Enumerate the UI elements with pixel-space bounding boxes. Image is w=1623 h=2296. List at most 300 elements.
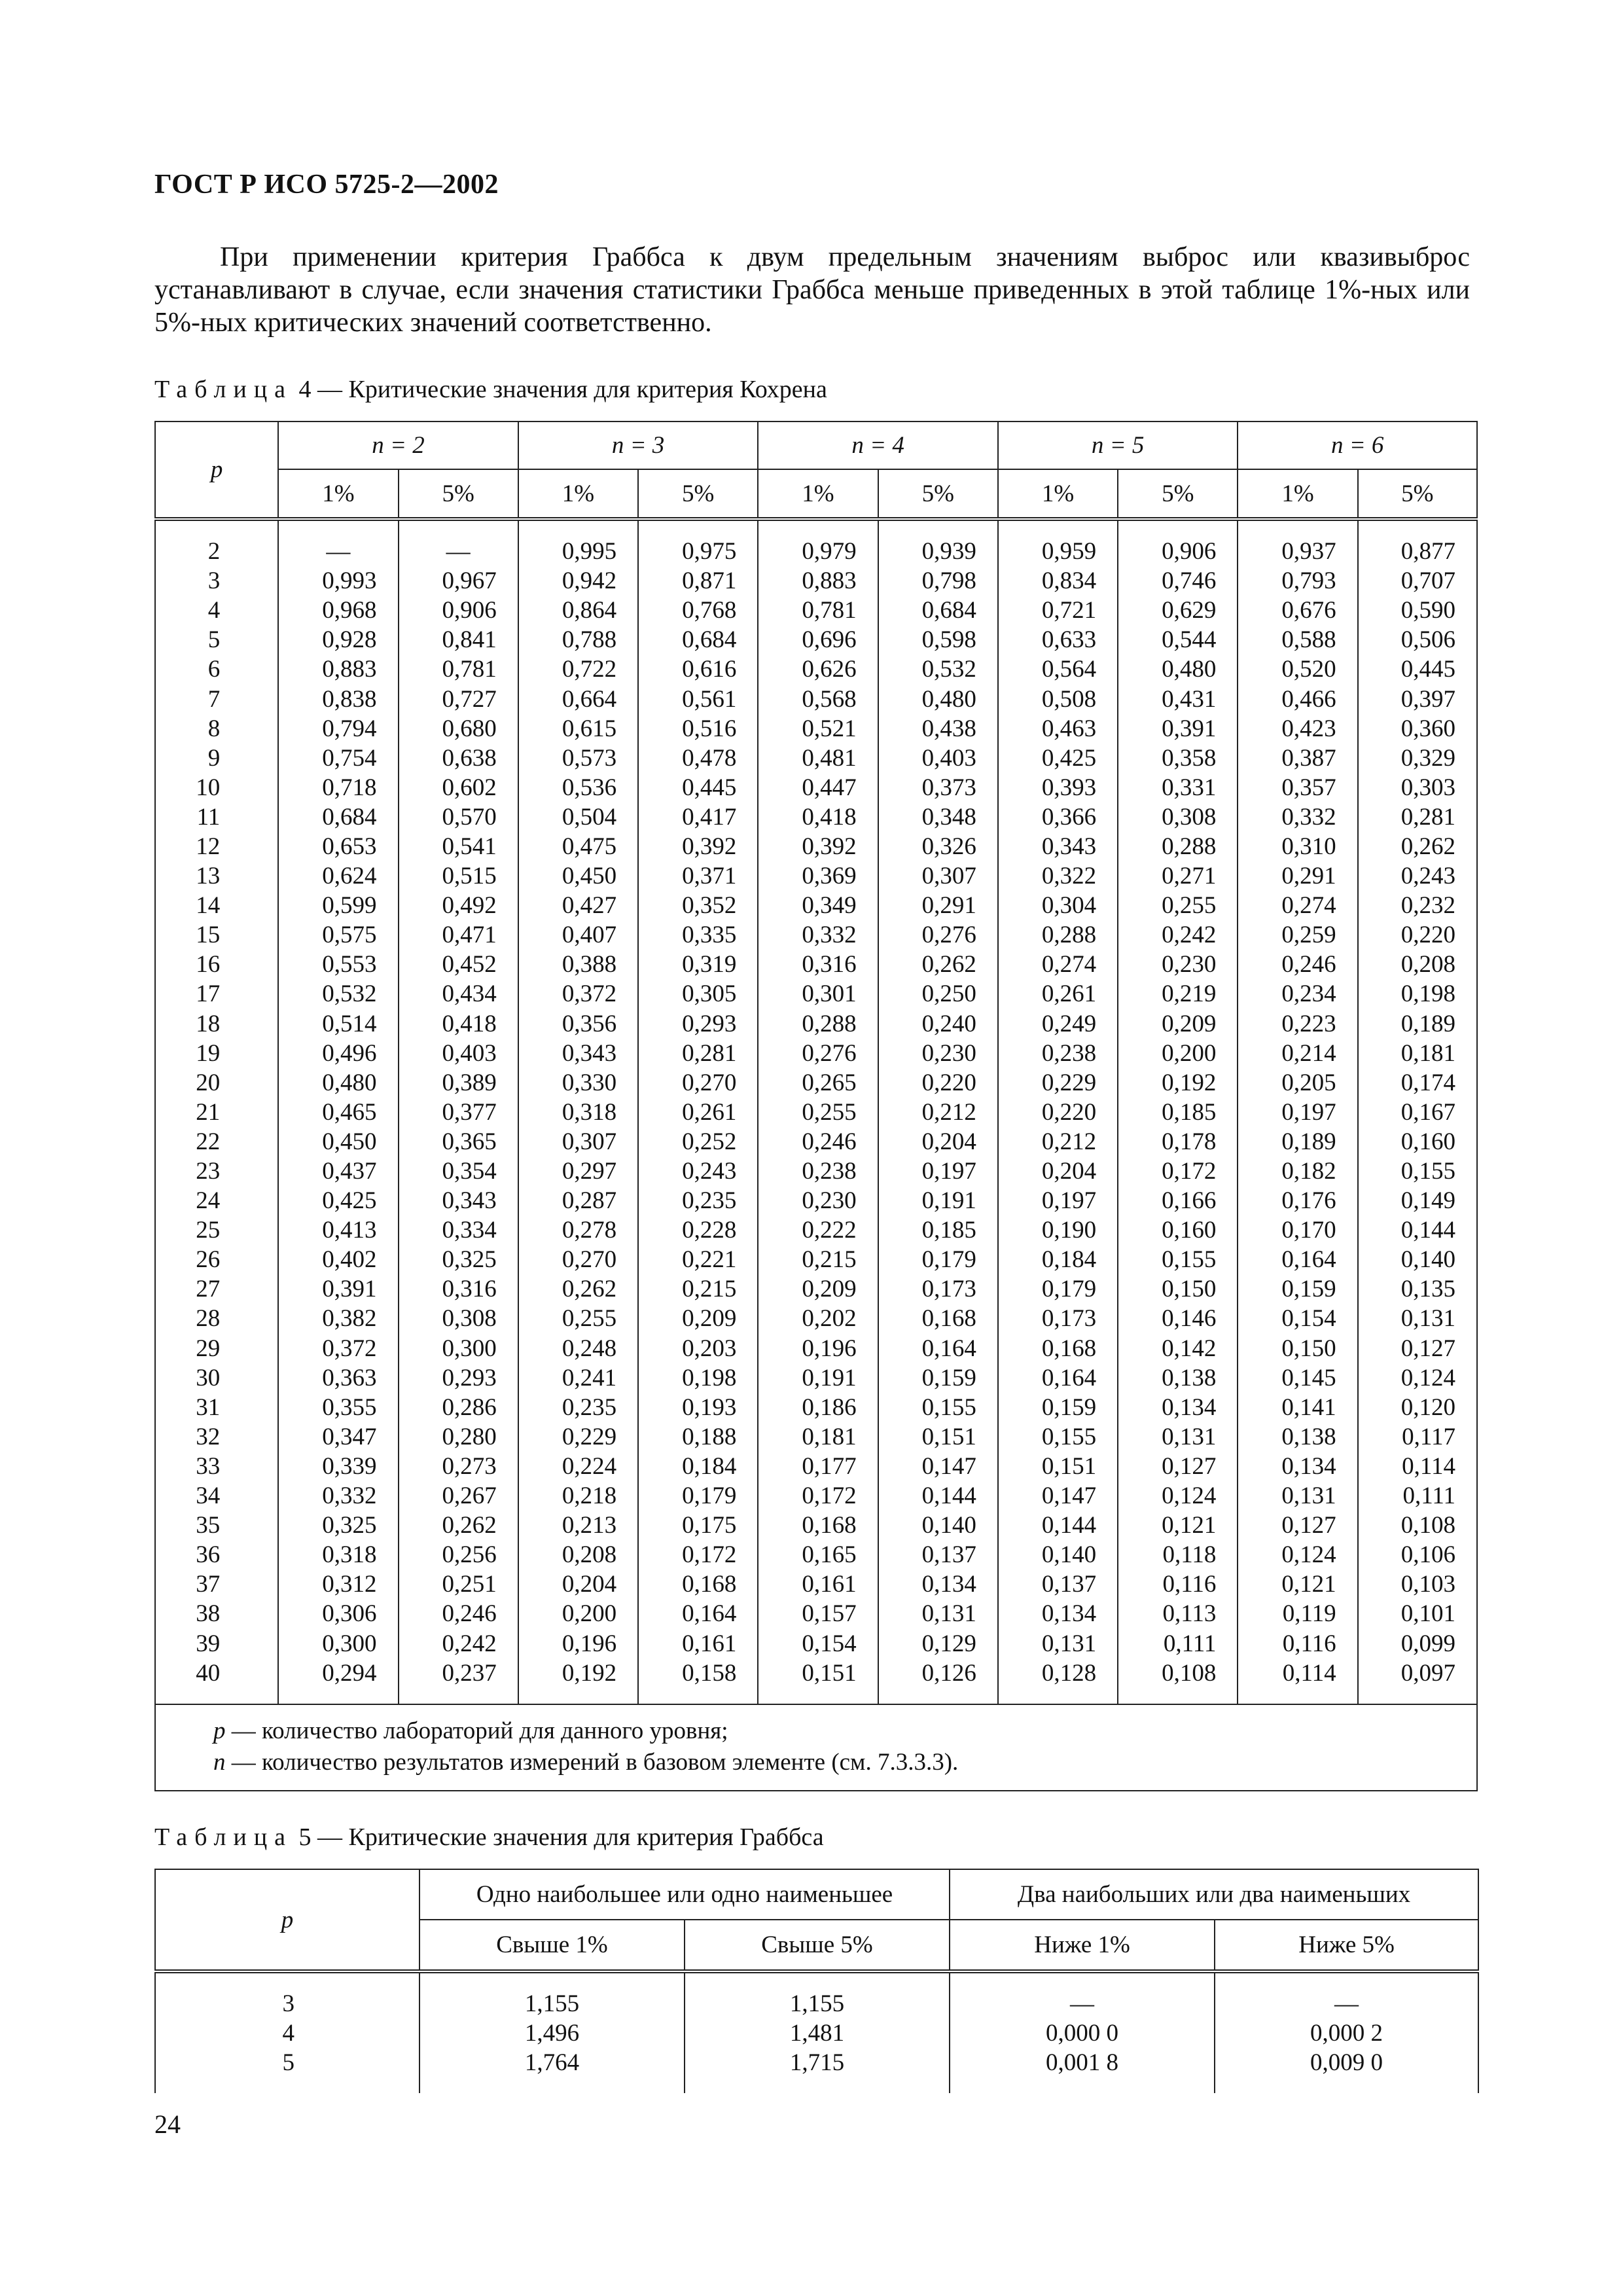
value-cell: 0,208 — [518, 1540, 638, 1570]
value-cell: 0,134 — [1118, 1393, 1238, 1422]
value-cell: 0,541 — [399, 832, 518, 861]
value-cell: 0,794 — [278, 714, 398, 744]
table-row — [155, 891, 1477, 920]
value-cell: 0,000 0 — [950, 2018, 1215, 2048]
value-cell: 1,155 — [419, 1989, 685, 2018]
table-row — [155, 1215, 1477, 1245]
value-cell: 0,168 — [998, 1334, 1118, 1363]
value-cell: 0,144 — [878, 1481, 998, 1511]
value-cell: 0,334 — [399, 1215, 518, 1245]
value-cell: 0,129 — [878, 1628, 998, 1658]
table5-sub-header: Свыше 1% — [419, 1920, 685, 1971]
value-cell: 0,316 — [399, 1274, 518, 1304]
value-cell: 0,215 — [758, 1245, 878, 1274]
table-row — [155, 1393, 1477, 1422]
table-row — [155, 1481, 1477, 1511]
value-cell: 0,197 — [1238, 1098, 1357, 1127]
table-row — [155, 1157, 1477, 1186]
row-p-cell: 25 — [155, 1215, 278, 1245]
value-cell: 0,161 — [758, 1570, 878, 1599]
page-number: 24 — [154, 2109, 181, 2139]
value-cell: 0,437 — [278, 1157, 398, 1186]
value-cell: 0,348 — [878, 802, 998, 832]
value-cell: 0,291 — [1238, 861, 1357, 891]
value-cell: 0,204 — [998, 1157, 1118, 1186]
value-cell: 0,131 — [1118, 1422, 1238, 1452]
value-cell: 0,629 — [1118, 596, 1238, 625]
value-cell: 0,128 — [998, 1659, 1118, 1688]
value-cell: 0,160 — [1118, 1215, 1238, 1245]
value-cell: 0,389 — [399, 1068, 518, 1098]
value-cell: 0,196 — [758, 1334, 878, 1363]
value-cell: 0,626 — [758, 655, 878, 684]
value-cell: 0,114 — [1238, 1659, 1357, 1688]
value-cell: 0,198 — [638, 1363, 758, 1393]
value-cell: 0,653 — [278, 832, 398, 861]
value-cell: 0,329 — [1358, 744, 1477, 773]
table5-caption-word: Таблица — [154, 1823, 293, 1851]
value-cell: 0,252 — [638, 1127, 758, 1157]
value-cell: 0,151 — [878, 1422, 998, 1452]
table-row — [155, 1628, 1477, 1658]
value-cell: 0,164 — [878, 1334, 998, 1363]
value-cell: 0,158 — [638, 1659, 758, 1688]
table4-caption-word: Таблица — [154, 376, 293, 403]
value-cell: 0,325 — [278, 1511, 398, 1540]
value-cell: 0,160 — [1358, 1127, 1477, 1157]
value-cell: 0,144 — [1358, 1215, 1477, 1245]
value-cell: 0,939 — [878, 537, 998, 566]
row-p-cell: 32 — [155, 1422, 278, 1452]
table-row — [155, 2018, 1478, 2048]
value-cell: 0,354 — [399, 1157, 518, 1186]
value-cell: 0,204 — [878, 1127, 998, 1157]
value-cell: 0,117 — [1358, 1422, 1477, 1452]
value-cell: 0,106 — [1358, 1540, 1477, 1570]
value-cell: 0,131 — [998, 1628, 1118, 1658]
table4-pct-header: 5% — [878, 469, 998, 519]
value-cell: 0,228 — [638, 1215, 758, 1245]
value-cell: 0,624 — [278, 861, 398, 891]
value-cell: 0,243 — [638, 1157, 758, 1186]
value-cell: 0,238 — [998, 1039, 1118, 1068]
value-cell: 0,684 — [878, 596, 998, 625]
value-cell: 0,798 — [878, 566, 998, 596]
value-cell: 0,242 — [1118, 920, 1238, 950]
value-cell: 0,108 — [1118, 1659, 1238, 1688]
value-cell: 0,200 — [1118, 1039, 1238, 1068]
value-cell: 0,131 — [878, 1599, 998, 1628]
value-cell: 0,196 — [518, 1628, 638, 1658]
table-row — [155, 2048, 1478, 2077]
row-p-cell: 36 — [155, 1540, 278, 1570]
value-cell: 0,172 — [638, 1540, 758, 1570]
table4-pct-header: 1% — [518, 469, 638, 519]
value-cell: 0,492 — [399, 891, 518, 920]
table-row — [155, 1304, 1477, 1333]
value-cell: 0,308 — [399, 1304, 518, 1333]
value-cell: 0,366 — [998, 802, 1118, 832]
value-cell: 0,168 — [758, 1511, 878, 1540]
value-cell: 1,764 — [419, 2048, 685, 2077]
value-cell: 0,975 — [638, 537, 758, 566]
value-cell: 0,118 — [1118, 1540, 1238, 1570]
value-cell: 0,191 — [758, 1363, 878, 1393]
value-cell: 0,995 — [518, 537, 638, 566]
value-cell: 0,220 — [998, 1098, 1118, 1127]
row-p-cell: 3 — [155, 1989, 419, 2018]
table4-pct-header: 1% — [998, 469, 1118, 519]
value-cell: 0,134 — [878, 1570, 998, 1599]
value-cell: 0,220 — [1358, 920, 1477, 950]
value-cell: 0,159 — [878, 1363, 998, 1393]
value-cell: 0,238 — [758, 1157, 878, 1186]
value-cell: 0,144 — [998, 1511, 1118, 1540]
value-cell: 0,151 — [758, 1659, 878, 1688]
value-cell: 0,331 — [1118, 773, 1238, 802]
value-cell: 0,506 — [1358, 625, 1477, 655]
value-cell: 0,234 — [1238, 979, 1357, 1009]
value-cell: 0,301 — [758, 979, 878, 1009]
value-cell: 0,722 — [518, 655, 638, 684]
table-row — [155, 802, 1477, 832]
row-p-cell: 31 — [155, 1393, 278, 1422]
value-cell: 0,402 — [278, 1245, 398, 1274]
row-p-cell: 40 — [155, 1659, 278, 1688]
value-cell: 0,883 — [278, 655, 398, 684]
value-cell: 0,906 — [1118, 537, 1238, 566]
table-row — [155, 655, 1477, 684]
row-p-cell: 28 — [155, 1304, 278, 1333]
value-cell: 0,445 — [638, 773, 758, 802]
value-cell: 0,140 — [1358, 1245, 1477, 1274]
value-cell: 0,141 — [1238, 1393, 1357, 1422]
row-p-cell: 3 — [155, 566, 278, 596]
value-cell: 0,293 — [638, 1009, 758, 1039]
value-cell: 0,564 — [998, 655, 1118, 684]
value-cell: 0,140 — [878, 1511, 998, 1540]
value-cell: 0,255 — [758, 1098, 878, 1127]
row-p-cell: 38 — [155, 1599, 278, 1628]
value-cell: 0,154 — [1238, 1304, 1357, 1333]
value-cell: 0,425 — [278, 1186, 398, 1215]
value-cell: 0,871 — [638, 566, 758, 596]
value-cell: 0,103 — [1358, 1570, 1477, 1599]
value-cell: 0,120 — [1358, 1393, 1477, 1422]
value-cell: 0,452 — [399, 950, 518, 979]
value-cell: 0,116 — [1118, 1570, 1238, 1599]
row-p-cell: 27 — [155, 1274, 278, 1304]
value-cell: 0,181 — [758, 1422, 878, 1452]
table-row — [155, 950, 1477, 979]
row-p-cell: 11 — [155, 802, 278, 832]
value-cell: 0,877 — [1358, 537, 1477, 566]
value-cell: 0,149 — [1358, 1186, 1477, 1215]
table5-sub-header: Свыше 5% — [685, 1920, 950, 1971]
value-cell: 0,155 — [1118, 1245, 1238, 1274]
value-cell: 0,155 — [1358, 1157, 1477, 1186]
row-p-cell: 5 — [155, 2048, 419, 2077]
grubbs-table — [154, 1869, 1479, 2093]
value-cell: 0,573 — [518, 744, 638, 773]
value-cell: 0,186 — [758, 1393, 878, 1422]
row-p-cell: 35 — [155, 1511, 278, 1540]
table-row — [155, 1511, 1477, 1540]
value-cell: 0,221 — [638, 1245, 758, 1274]
value-cell: 0,114 — [1358, 1452, 1477, 1481]
value-cell: 0,164 — [1238, 1245, 1357, 1274]
value-cell: 0,179 — [638, 1481, 758, 1511]
value-cell: 0,355 — [278, 1393, 398, 1422]
value-cell: 0,164 — [998, 1363, 1118, 1393]
value-cell: 0,126 — [878, 1659, 998, 1688]
value-cell: 0,255 — [518, 1304, 638, 1333]
value-cell: 0,185 — [878, 1215, 998, 1245]
value-cell: 0,325 — [399, 1245, 518, 1274]
value-cell: 0,189 — [1358, 1009, 1477, 1039]
value-cell: 0,306 — [278, 1599, 398, 1628]
value-cell: 0,427 — [518, 891, 638, 920]
value-cell: 0,270 — [638, 1068, 758, 1098]
value-cell: 0,864 — [518, 596, 638, 625]
value-cell: 0,124 — [1358, 1363, 1477, 1393]
table5-sub-header: Ниже 5% — [1215, 1920, 1478, 1971]
value-cell: 0,369 — [758, 861, 878, 891]
value-cell: 0,387 — [1238, 744, 1357, 773]
value-cell: 0,212 — [878, 1098, 998, 1127]
document-header: ГОСТ Р ИСО 5725-2—2002 — [154, 170, 499, 200]
value-cell: 0,150 — [1238, 1334, 1357, 1363]
row-p-cell: 26 — [155, 1245, 278, 1274]
row-p-cell: 8 — [155, 714, 278, 744]
value-cell: 0,305 — [638, 979, 758, 1009]
value-cell: 0,326 — [878, 832, 998, 861]
value-cell: 0,684 — [638, 625, 758, 655]
value-cell: 0,164 — [638, 1599, 758, 1628]
value-cell: 0,516 — [638, 714, 758, 744]
value-cell: 0,532 — [878, 655, 998, 684]
intro-paragraph: При применении критерия Граббса к двум предельным значениям выброс или квазивыброс устанавливают в случае, если значения статистики Граббса меньше приведенных в этой таблице 1%-ных или 5%-ных критических значений соответственно. — [154, 242, 1470, 338]
value-cell: 0,838 — [278, 684, 398, 713]
value-cell: 0,262 — [1358, 832, 1477, 861]
table-row — [155, 1989, 1478, 2018]
row-p-cell: 34 — [155, 1481, 278, 1511]
value-cell: 0,173 — [998, 1304, 1118, 1333]
value-cell: 0,450 — [278, 1127, 398, 1157]
row-p-cell: 37 — [155, 1570, 278, 1599]
value-cell: 0,288 — [1118, 832, 1238, 861]
value-cell: 0,382 — [278, 1304, 398, 1333]
value-cell: 0,121 — [1238, 1570, 1357, 1599]
table-row — [155, 979, 1477, 1009]
row-p-cell: 23 — [155, 1157, 278, 1186]
table-row — [155, 773, 1477, 802]
value-cell: 0,423 — [1238, 714, 1357, 744]
table-row — [155, 861, 1477, 891]
value-cell: 0,707 — [1358, 566, 1477, 596]
table5-group-header: Два наибольших или два наименьших — [950, 1869, 1478, 1920]
value-cell: 0,142 — [1118, 1334, 1238, 1363]
value-cell: 0,229 — [518, 1422, 638, 1452]
value-cell: 0,363 — [278, 1363, 398, 1393]
value-cell: 0,127 — [1118, 1452, 1238, 1481]
value-cell: — — [399, 537, 518, 566]
value-cell: 0,343 — [399, 1186, 518, 1215]
value-cell: 0,568 — [758, 684, 878, 713]
row-p-cell: 30 — [155, 1363, 278, 1393]
value-cell: 0,293 — [399, 1363, 518, 1393]
value-cell: 0,515 — [399, 861, 518, 891]
value-cell: 0,450 — [518, 861, 638, 891]
table5-sub-header: Ниже 1% — [950, 1920, 1215, 1971]
row-p-cell: 9 — [155, 744, 278, 773]
value-cell: 0,246 — [399, 1599, 518, 1628]
value-cell: 0,137 — [878, 1540, 998, 1570]
value-cell: 0,230 — [878, 1039, 998, 1068]
table4-pct-header: 5% — [1358, 469, 1477, 519]
row-p-cell: 10 — [155, 773, 278, 802]
value-cell: 0,466 — [1238, 684, 1357, 713]
table-row — [155, 1098, 1477, 1127]
value-cell: 0,262 — [878, 950, 998, 979]
value-cell: 0,418 — [399, 1009, 518, 1039]
value-cell: 0,230 — [1118, 950, 1238, 979]
value-cell: 0,173 — [878, 1274, 998, 1304]
value-cell: 0,664 — [518, 684, 638, 713]
value-cell: 0,434 — [399, 979, 518, 1009]
value-cell: 0,190 — [998, 1215, 1118, 1245]
table4-notes — [155, 1704, 1477, 1791]
value-cell: 0,265 — [758, 1068, 878, 1098]
value-cell: 0,119 — [1238, 1599, 1357, 1628]
table4-pct-header: 1% — [278, 469, 398, 519]
table-row — [155, 1068, 1477, 1098]
value-cell: 0,116 — [1238, 1628, 1357, 1658]
value-cell: 0,471 — [399, 920, 518, 950]
value-cell: 0,099 — [1358, 1628, 1477, 1658]
value-cell: 0,157 — [758, 1599, 878, 1628]
value-cell: 0,788 — [518, 625, 638, 655]
value-cell: 0,684 — [278, 802, 398, 832]
value-cell: 1,715 — [685, 2048, 950, 2077]
table4-n-header: n = 5 — [998, 422, 1238, 469]
value-cell: 0,155 — [998, 1422, 1118, 1452]
value-cell: 0,135 — [1358, 1274, 1477, 1304]
table-row — [155, 1186, 1477, 1215]
value-cell: 0,536 — [518, 773, 638, 802]
value-cell: 0,349 — [758, 891, 878, 920]
value-cell: 0,179 — [998, 1274, 1118, 1304]
value-cell: 0,246 — [1238, 950, 1357, 979]
table-row — [155, 1599, 1477, 1628]
value-cell: 0,223 — [1238, 1009, 1357, 1039]
value-cell: 0,413 — [278, 1215, 398, 1245]
value-cell: 0,754 — [278, 744, 398, 773]
value-cell: 0,131 — [1238, 1481, 1357, 1511]
value-cell: 0,273 — [399, 1452, 518, 1481]
value-cell: 0,127 — [1358, 1334, 1477, 1363]
value-cell: 0,203 — [638, 1334, 758, 1363]
row-p-cell: 22 — [155, 1127, 278, 1157]
table-row — [155, 1127, 1477, 1157]
value-cell: 0,242 — [399, 1628, 518, 1658]
value-cell: 0,161 — [638, 1628, 758, 1658]
value-cell: 0,138 — [1238, 1422, 1357, 1452]
value-cell: 0,291 — [878, 891, 998, 920]
row-p-cell: 19 — [155, 1039, 278, 1068]
value-cell: 0,403 — [399, 1039, 518, 1068]
row-p-cell: 14 — [155, 891, 278, 920]
value-cell: 0,204 — [518, 1570, 638, 1599]
value-cell: 0,392 — [638, 832, 758, 861]
value-cell: 0,138 — [1118, 1363, 1238, 1393]
value-cell: 0,121 — [1118, 1511, 1238, 1540]
value-cell: 0,108 — [1358, 1511, 1477, 1540]
value-cell: 0,191 — [878, 1186, 998, 1215]
value-cell: 0,906 — [399, 596, 518, 625]
value-cell: 0,172 — [1118, 1157, 1238, 1186]
value-cell: 0,357 — [1238, 773, 1357, 802]
value-cell: 0,365 — [399, 1127, 518, 1157]
value-cell: 0,544 — [1118, 625, 1238, 655]
table4-n-header: n = 3 — [518, 422, 758, 469]
value-cell: 0,318 — [278, 1540, 398, 1570]
table-row — [155, 1245, 1477, 1274]
value-cell: 0,197 — [998, 1186, 1118, 1215]
value-cell: 0,155 — [878, 1393, 998, 1422]
value-cell: 0,768 — [638, 596, 758, 625]
value-cell: 0,177 — [758, 1452, 878, 1481]
table-row — [155, 684, 1477, 713]
value-cell: 0,332 — [1238, 802, 1357, 832]
value-cell: 0,235 — [638, 1186, 758, 1215]
value-cell: 0,131 — [1358, 1304, 1477, 1333]
row-p-cell: 17 — [155, 979, 278, 1009]
value-cell: 0,168 — [638, 1570, 758, 1599]
value-cell: 0,230 — [758, 1186, 878, 1215]
value-cell: 0,222 — [758, 1215, 878, 1245]
value-cell: 0,214 — [1238, 1039, 1357, 1068]
value-cell: 0,721 — [998, 596, 1118, 625]
value-cell: 0,590 — [1358, 596, 1477, 625]
value-cell: 0,480 — [878, 684, 998, 713]
value-cell: 0,318 — [518, 1098, 638, 1127]
table4-n-header: n = 6 — [1238, 422, 1477, 469]
table-row — [155, 1039, 1477, 1068]
value-cell: 0,407 — [518, 920, 638, 950]
table-row — [155, 596, 1477, 625]
row-p-cell: 2 — [155, 537, 278, 566]
table4-note-n: n — количество результатов измерений в базовом элементе (см. 7.3.3.3). — [213, 1748, 959, 1776]
value-cell: 0,330 — [518, 1068, 638, 1098]
value-cell: 0,447 — [758, 773, 878, 802]
value-cell: 0,198 — [1358, 979, 1477, 1009]
value-cell: 0,205 — [1238, 1068, 1357, 1098]
table-row — [155, 744, 1477, 773]
value-cell: 0,352 — [638, 891, 758, 920]
value-cell: 0,185 — [1118, 1098, 1238, 1127]
value-cell: 0,202 — [758, 1304, 878, 1333]
value-cell: 1,155 — [685, 1989, 950, 2018]
value-cell: 0,192 — [1118, 1068, 1238, 1098]
value-cell: 0,215 — [638, 1274, 758, 1304]
value-cell: 0,188 — [638, 1422, 758, 1452]
table5-caption — [154, 1823, 824, 1852]
value-cell: 0,286 — [399, 1393, 518, 1422]
value-cell: 0,425 — [998, 744, 1118, 773]
table-row — [155, 1452, 1477, 1481]
value-cell: 0,727 — [399, 684, 518, 713]
